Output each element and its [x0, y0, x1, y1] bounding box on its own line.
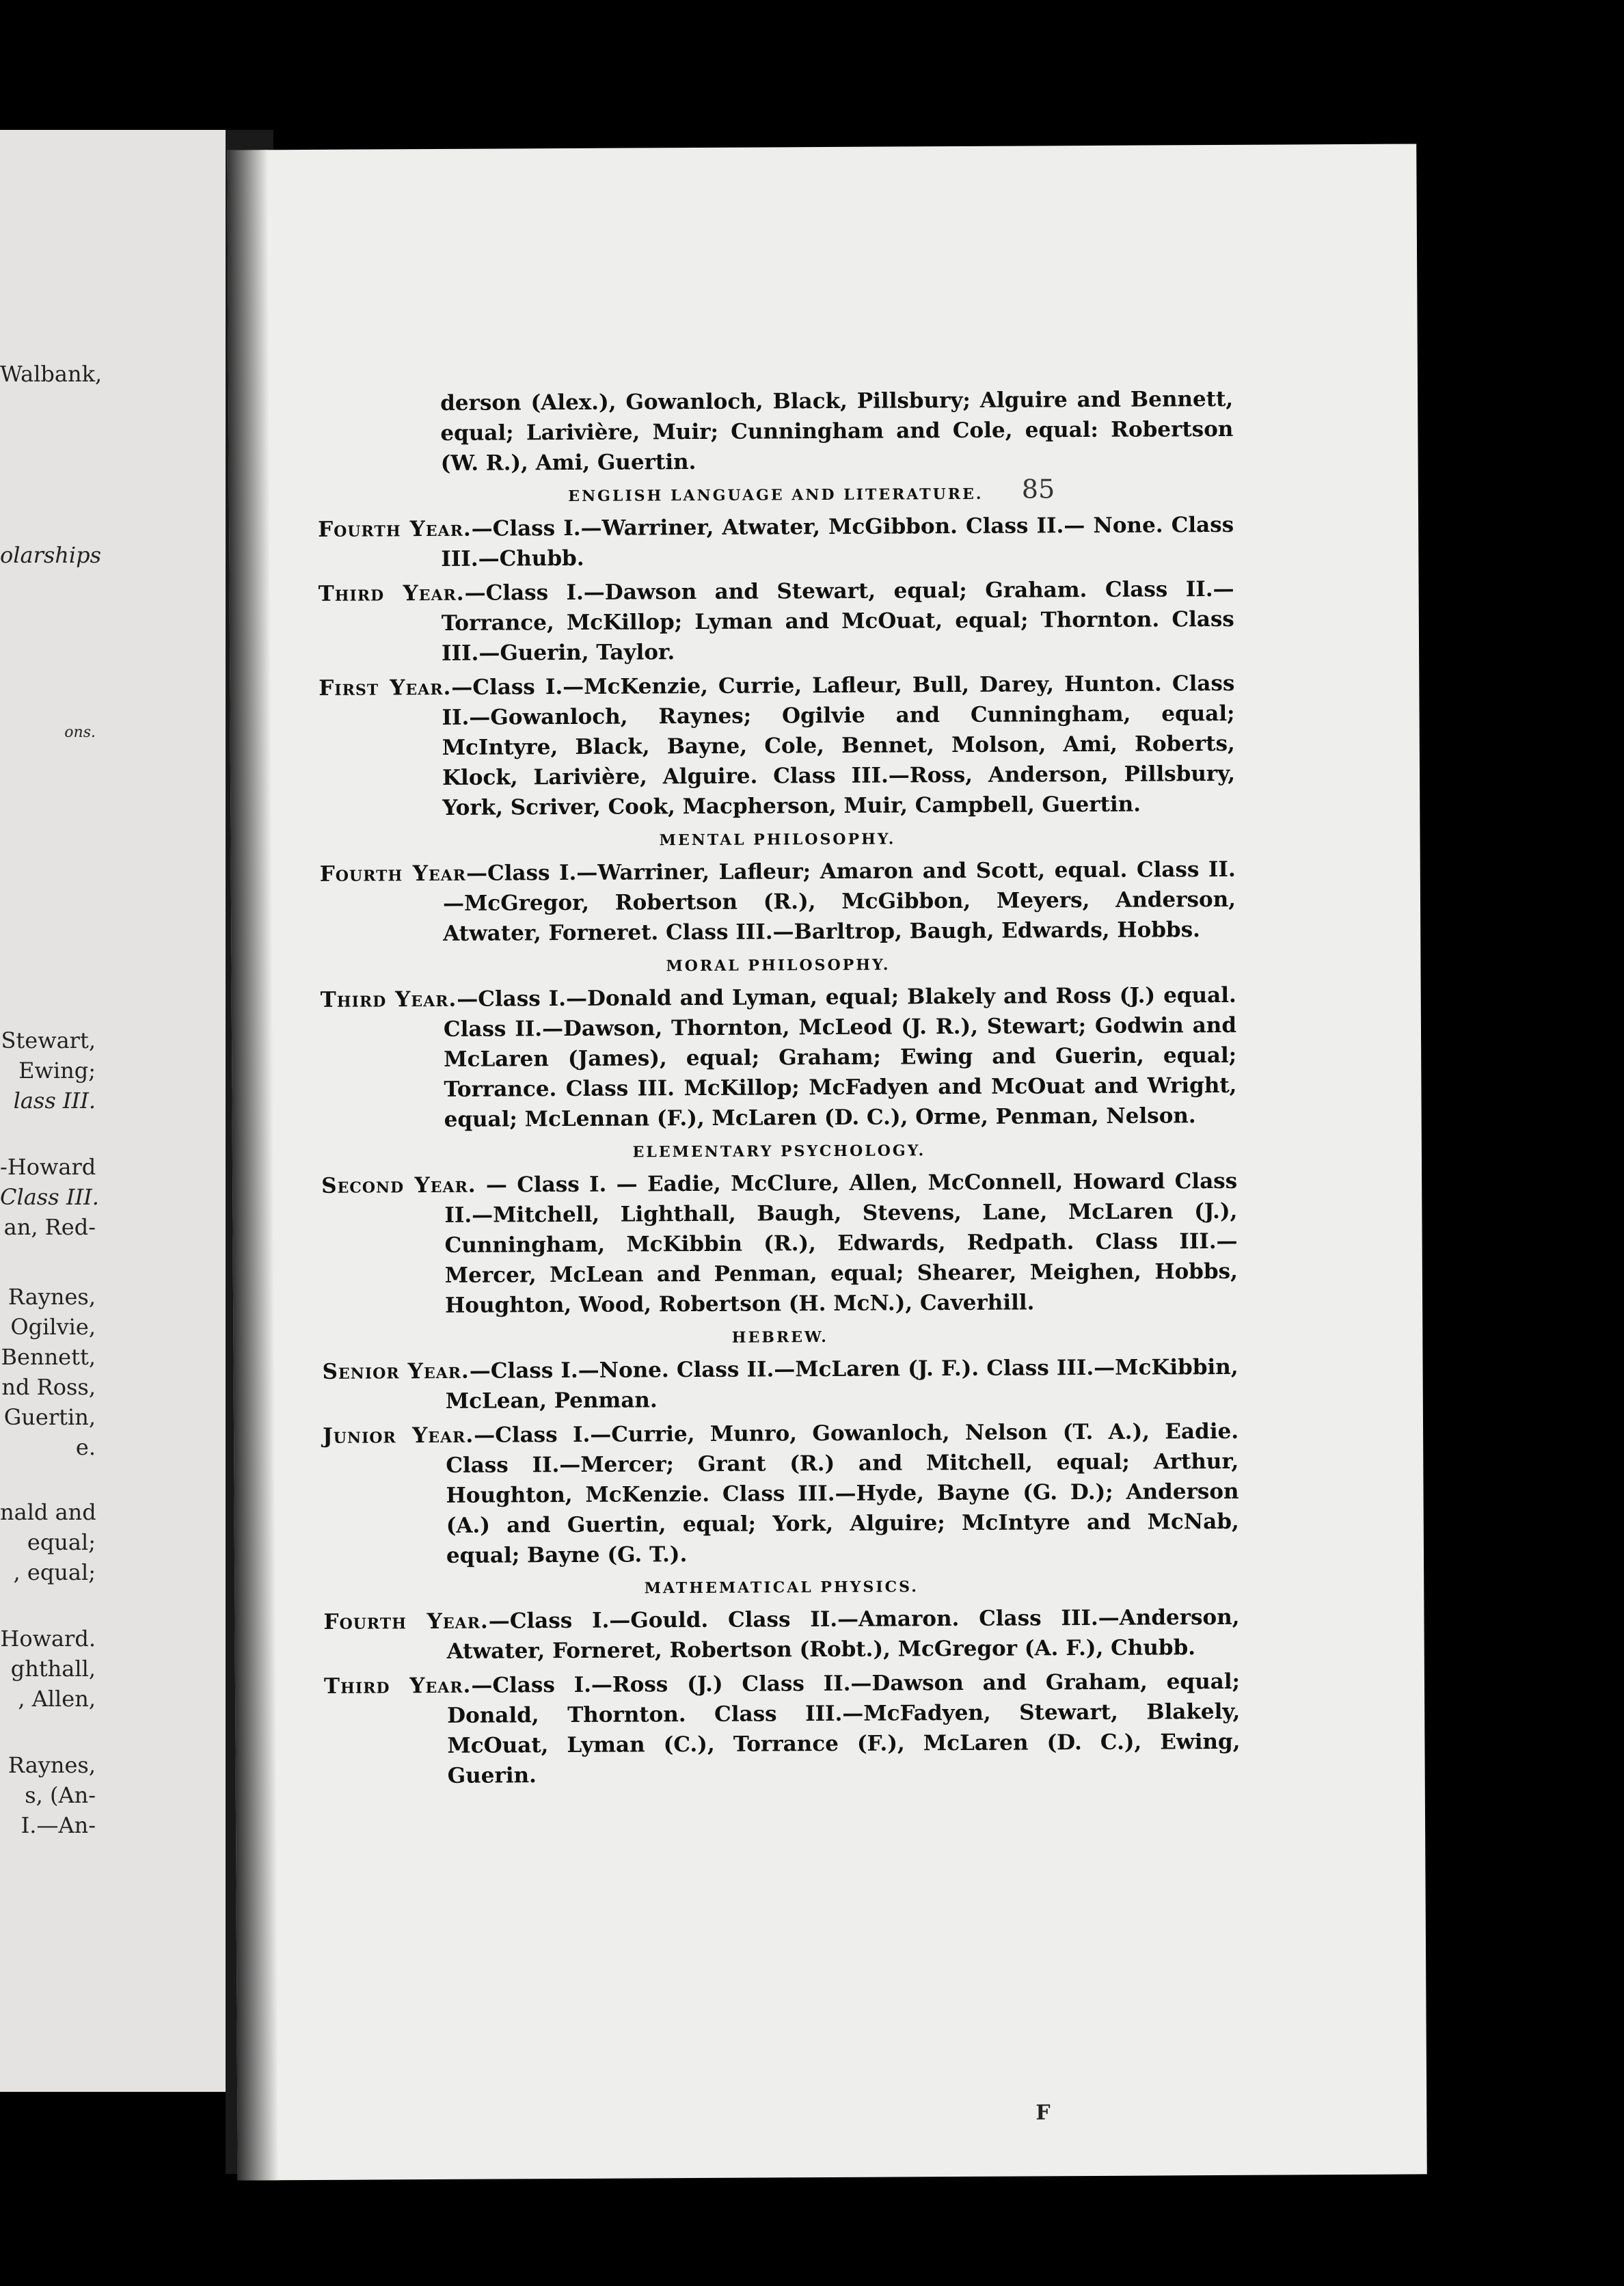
section-english — [318, 484, 1236, 824]
section-heading: ENGLISH LANGUAGE AND LITERATURE. — [568, 485, 984, 505]
left-fragment: , equal; — [13, 1559, 96, 1585]
left-fragment: ons. — [64, 724, 96, 741]
section-elementary-psychology — [321, 1140, 1238, 1321]
result-entry — [321, 1166, 1238, 1321]
left-fragment: Ewing; — [18, 1058, 96, 1084]
page-content — [317, 384, 1241, 1796]
left-fragment: Howard. — [0, 1626, 96, 1652]
page-number: 85 — [1021, 474, 1055, 505]
left-fragment: Guertin, — [3, 1404, 96, 1430]
entry-text: —Class I.—Warriner, Atwater, McGibbon. Class II.— None. Class III.—Chubb. — [441, 512, 1234, 572]
year-label: Second Year. — [321, 1172, 476, 1198]
left-fragment: Stewart, — [1, 1027, 96, 1053]
entry-text: — Class I. — Eadie, McClure, Allen, McConnell, Howard Class II.—Mitchell, Lighthall, Baugh, Stevens, Lane, McLaren (J.), Cunningham, McKibbin (R.), Edwards, Redpath. Class III.—Mercer, McLean and Penman, equal; Shearer, Meighen, Hobbs, Houghton, Wood, Robertson (H. McN.), Caverhill. — [444, 1168, 1238, 1318]
entry-text: —Class I.—Ross (J.) Class II.—Dawson and Graham, equal; Donald, Thornton. Class III.—McFadyen, Stewart, Blakely, McOuat, Lyman (C.), Torrance (F.), McLaren (D. C.), Ewing, Guerin. — [447, 1669, 1241, 1788]
section-heading: ELEMENTARY PSYCHOLOGY. — [632, 1142, 926, 1161]
year-label: First Year. — [319, 675, 452, 701]
section-moral-philosophy — [320, 954, 1236, 1135]
left-fragment: ghthall, — [10, 1656, 96, 1682]
entry-text: —Class I.—None. Class II.—McLaren (J. F.). Class III.—McKibbin, McLean, Penman. — [445, 1354, 1239, 1414]
year-label: Fourth Year. — [323, 1609, 489, 1635]
left-fragment: Walbank, — [0, 361, 103, 387]
result-entry — [324, 1667, 1241, 1792]
left-fragment: Raynes, — [8, 1284, 96, 1310]
result-entry — [318, 510, 1234, 575]
result-entry — [319, 574, 1235, 669]
left-fragment: -Howard — [0, 1154, 96, 1180]
entry-text: —Class I.—Gould. Class II.—Amaron. Class III.—Anderson, Atwater, Forneret, Robertson (Robt.), McGregor (A. F.), Chubb. — [446, 1604, 1240, 1664]
section-heading: MORAL PHILOSOPHY. — [666, 956, 891, 976]
signature-mark: F — [1036, 2101, 1051, 2125]
result-entry — [320, 855, 1236, 950]
section-heading: MATHEMATICAL PHYSICS. — [644, 1578, 919, 1598]
section-mental-philosophy — [319, 829, 1236, 950]
year-label: Fourth Year. — [318, 516, 472, 542]
entry-text: —Class I.—Donald and Lyman, equal; Blakely and Ross (J.) equal. Class II.—Dawson, Thornton, McLeod (J. R.), Stewart; Godwin and McLaren (James), equal; Graham; Ewing and Guerin, equal; Torrance. Class III. McKillop; McFadyen and McOuat and Wright, equal; McLennan (F.), McLaren (D. C.), Orme, Penman, Nelson. — [443, 982, 1237, 1132]
year-label: Third Year. — [320, 986, 457, 1012]
result-entry — [323, 1416, 1239, 1572]
result-entry — [319, 669, 1235, 824]
left-fragment: an, Red- — [3, 1214, 96, 1240]
entry-text: —Class I.—Warriner, Lafleur; Amaron and Scott, equal. Class II.—McGregor, Robertson (R.), McGibbon, Meyers, Anderson, Atwater, Forneret. Class III.—Barltrop, Baugh, Edwards, Hobbs. — [442, 857, 1236, 946]
left-fragment: Class III. — [0, 1184, 99, 1210]
left-fragment: nd Ross, — [1, 1374, 96, 1400]
left-fragment: Raynes, — [8, 1752, 96, 1778]
year-label: Third Year. — [318, 580, 465, 606]
left-fragment: I.—An- — [21, 1812, 96, 1838]
left-fragment: olarships — [0, 542, 102, 568]
year-label: Third Year. — [323, 1673, 472, 1699]
left-fragment: Bennett, — [1, 1344, 96, 1370]
left-facing-page — [0, 130, 226, 2092]
main-page — [227, 144, 1427, 2180]
result-entry — [322, 1352, 1238, 1417]
left-fragment: lass III. — [13, 1088, 96, 1114]
year-label: Fourth Year — [319, 861, 467, 887]
entry-text: —Class I.—Currie, Munro, Gowanloch, Nelson (T. A.), Eadie. Class II.—Mercer; Grant (R.) and Mitchell, equal; Arthur, Houghton, McKenzie. Class III.—Hyde, Bayne (G. D.); Anderson (A.) and Guertin, equal; York, Alguire; McIntyre and McNab, equal; Bayne (G. T.). — [446, 1418, 1239, 1568]
result-entry — [321, 980, 1237, 1135]
year-label: Junior Year. — [322, 1423, 474, 1449]
section-mathematical-physics — [323, 1576, 1241, 1792]
section-hebrew — [322, 1326, 1239, 1572]
left-fragment: s, (An- — [25, 1782, 96, 1808]
entry-text: —Class I.—Dawson and Stewart, equal; Graham. Class II.—Torrance, McKillop; Lyman and McOuat, equal; Thornton. Class III.—Guerin, Taylor. — [441, 576, 1234, 666]
left-fragment: nald and — [0, 1499, 96, 1525]
intro-paragraph: derson (Alex.), Gowanloch, Black, Pillsbury; Alguire and Bennett, equal; Larivière, Muir; Cunningham and Cole, equal: Robertson (W. R.), Ami, Guertin. — [440, 386, 1234, 476]
section-heading: MENTAL PHILOSOPHY. — [659, 830, 896, 850]
left-fragment: , Allen, — [18, 1686, 96, 1712]
entry-text: —Class I.—McKenzie, Currie, Lafleur, Bull, Darey, Hunton. Class II.—Gowanloch, Raynes; Ogilvie and Cunningham, equal; McIntyre, Black, Bayne, Cole, Bennet, Molson, Ami, Roberts, Klock, Larivière, Alguire. Class III.—Ross, Anderson, Pillsbury, York, Scriver, Cook, Macpherson, Muir, Campbell, Guertin. — [442, 671, 1236, 820]
left-fragment: equal; — [27, 1529, 96, 1555]
left-fragment: Ogilvie, — [10, 1314, 96, 1340]
left-fragment: e. — [75, 1434, 96, 1460]
year-label: Senior Year. — [322, 1358, 470, 1384]
section-heading: HEBREW. — [731, 1328, 828, 1347]
result-entry — [323, 1602, 1239, 1667]
